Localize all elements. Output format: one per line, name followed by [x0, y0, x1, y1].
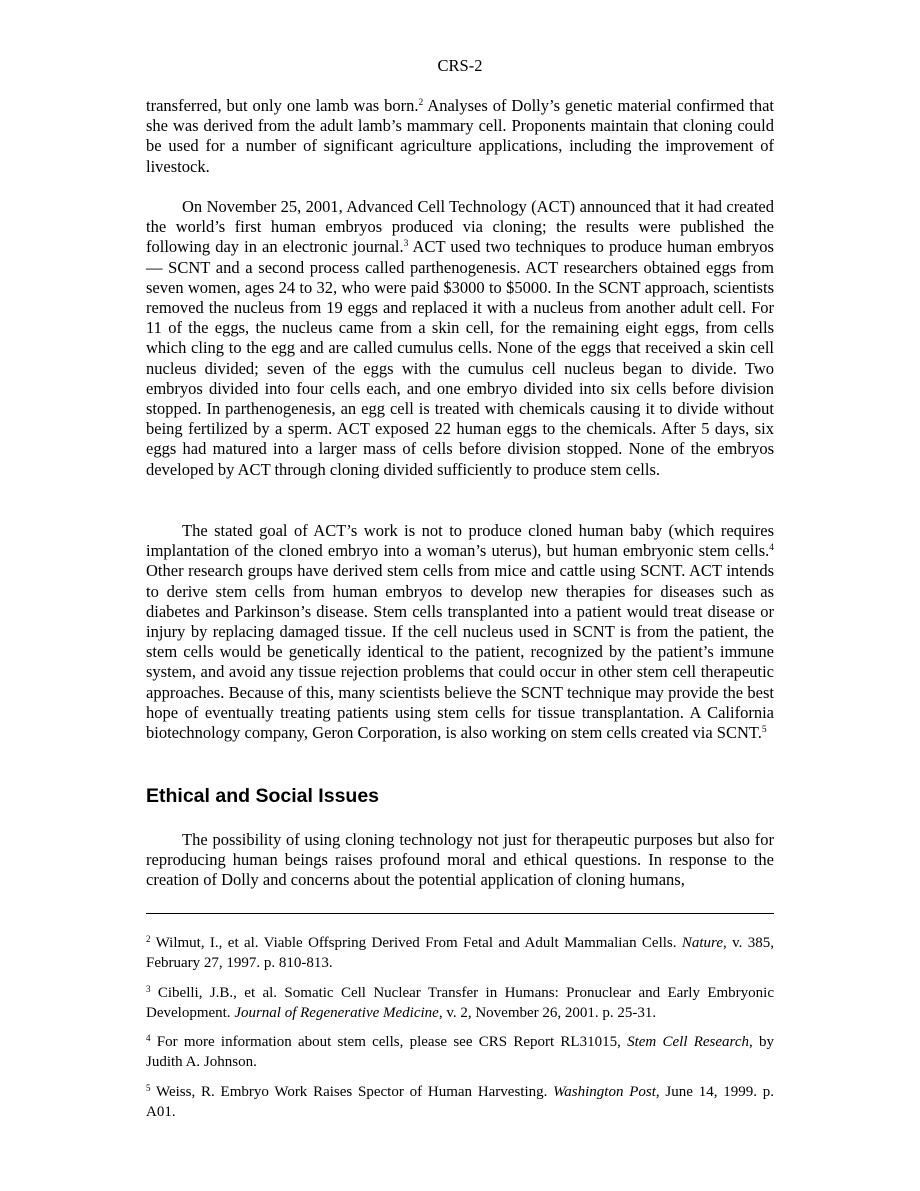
footnote-number: 3 [146, 983, 151, 994]
body-paragraph-2 [146, 197, 774, 480]
footnote-text: Cibelli, J.B., et al. Somatic Cell Nuclear Transfer in Humans: Pronuclear and Early Embryonic Development. [146, 984, 774, 1021]
footnote-text: Wilmut, I., et al. Viable Offspring Derived From Fetal and Adult Mammalian Cells. [155, 935, 682, 951]
body-paragraph-1 [146, 96, 774, 177]
footnote-ref[interactable]: 2 [418, 98, 424, 108]
footnote-ref[interactable]: 5 [761, 725, 767, 736]
paragraph-text: On November 25, 2001, Advanced Cell Technology (ACT) announced that it had created the world’s first human embryos produced via cloning; the results were published the following day in an electronic journal. [146, 197, 774, 257]
body-paragraph-3 [146, 521, 774, 743]
footnote-text: , v. 385, February 27, 1997. p. 810-813. [146, 935, 774, 972]
footnote-source: Stem Cell Research [627, 1034, 749, 1051]
paragraph-text: The possibility of using cloning technology not just for therapeutic purposes but also for reproducing human beings raises profound moral and ethical questions. In response to the creation of Dolly and concerns about the potential application of cloning humans, [146, 830, 774, 890]
footnote-source: Journal of Regenerative Medicine [234, 1004, 439, 1021]
paragraph-text: Other research groups have derived stem cells from mice and cattle using SCNT. ACT intends to derive stem cells from human embryos to develop new therapies for diseases such as diabetes and Parkinson’s disease. Stem cells transplanted into a patient would treat disease or injury by replacing damaged tissue. If the cell nucleus used in SCNT is from the patient, the stem cells would be genetically identical to the patient, recognized by the patient’s immune system, and avoid any tissue rejection problems that could occur in other stem cell therapeutic approaches. Because of this, many scientists believe the SCNT technique may provide the best hope of eventually treating patients using stem cells for tissue transplantation. A California biotechnology company, Geron Corporation, is also working on stem cells created via SCNT. [146, 561, 774, 743]
footnote-number: 4 [146, 1033, 151, 1044]
footnote-ref[interactable]: 4 [769, 543, 774, 554]
footnotes [146, 933, 774, 1131]
paragraph-text: ACT used two techniques to produce human embryos — SCNT and a second process called parthenogenesis. ACT researchers obtained eggs from seven women, ages 24 to 32, who were paid $3000 to $5000. In the SCNT approach, scientists removed the nucleus from 19 eggs and replaced it with a nucleus from another adult cell. For 11 of the eggs, the nucleus came from a skin cell, for the remaining eight eggs, from cells which cling to the egg and are called cumulus cells. None of the eggs that received a skin cell nucleus divided; seven of the eggs with the cumulus cell nucleus began to divide. Two embryos divided into four cells each, and one embryo divided into six cells before division stopped. In parthenogenesis, an egg cell is treated with chemicals causing it to divide without being fertilized by a sperm. ACT exposed 22 human eggs to the chemicals. After 5 days, six eggs had matured into a larger mass of cells before division stopped. None of the embryos developed by ACT through cloning divided sufficiently to produce stem cells. [146, 237, 774, 479]
footnote-text: For more information about stem cells, please see CRS Report RL31015, [156, 1034, 628, 1051]
footnote-text: , v. 2, November 26, 2001. p. 25-31. [438, 1004, 657, 1021]
footnote-text: , June 14, 1999. p. A01. [146, 1083, 775, 1121]
footnote-text: Weiss, R. Embryo Work Raises Spector of Human Harvesting. [156, 1083, 554, 1100]
footnote-source: Washington Post [553, 1083, 656, 1100]
footnote-5 [146, 1082, 774, 1123]
footnote-source: Nature [681, 935, 723, 951]
footnote-ref[interactable]: 3 [403, 239, 409, 250]
footnote-text: , by Judith A. Johnson. [146, 1034, 774, 1071]
page-label: CRS-2 [437, 56, 483, 75]
footnote-4 [146, 1032, 774, 1073]
footnote-number: 2 [146, 934, 151, 944]
footnote-divider [146, 913, 774, 914]
paragraph-text: The stated goal of ACT’s work is not to produce cloned human baby (which requires implantation of the cloned embryo into a woman’s uterus), but human embryonic stem cells. [146, 521, 774, 561]
section-heading: Ethical and Social Issues [146, 785, 380, 807]
footnote-2 [146, 933, 774, 974]
footnote-3 [146, 983, 774, 1024]
paragraph-text: transferred, but only one lamb was born. [146, 96, 419, 115]
footnote-number: 5 [146, 1082, 151, 1093]
paragraph-text: Analyses of Dolly’s genetic material confirmed that she was derived from the adult lamb’s mammary cell. Proponents maintain that cloning could be used for a number of significant agriculture applications, including the improvement of livestock. [146, 96, 774, 176]
page-header [0, 56, 920, 76]
body-paragraph-4 [146, 830, 774, 891]
